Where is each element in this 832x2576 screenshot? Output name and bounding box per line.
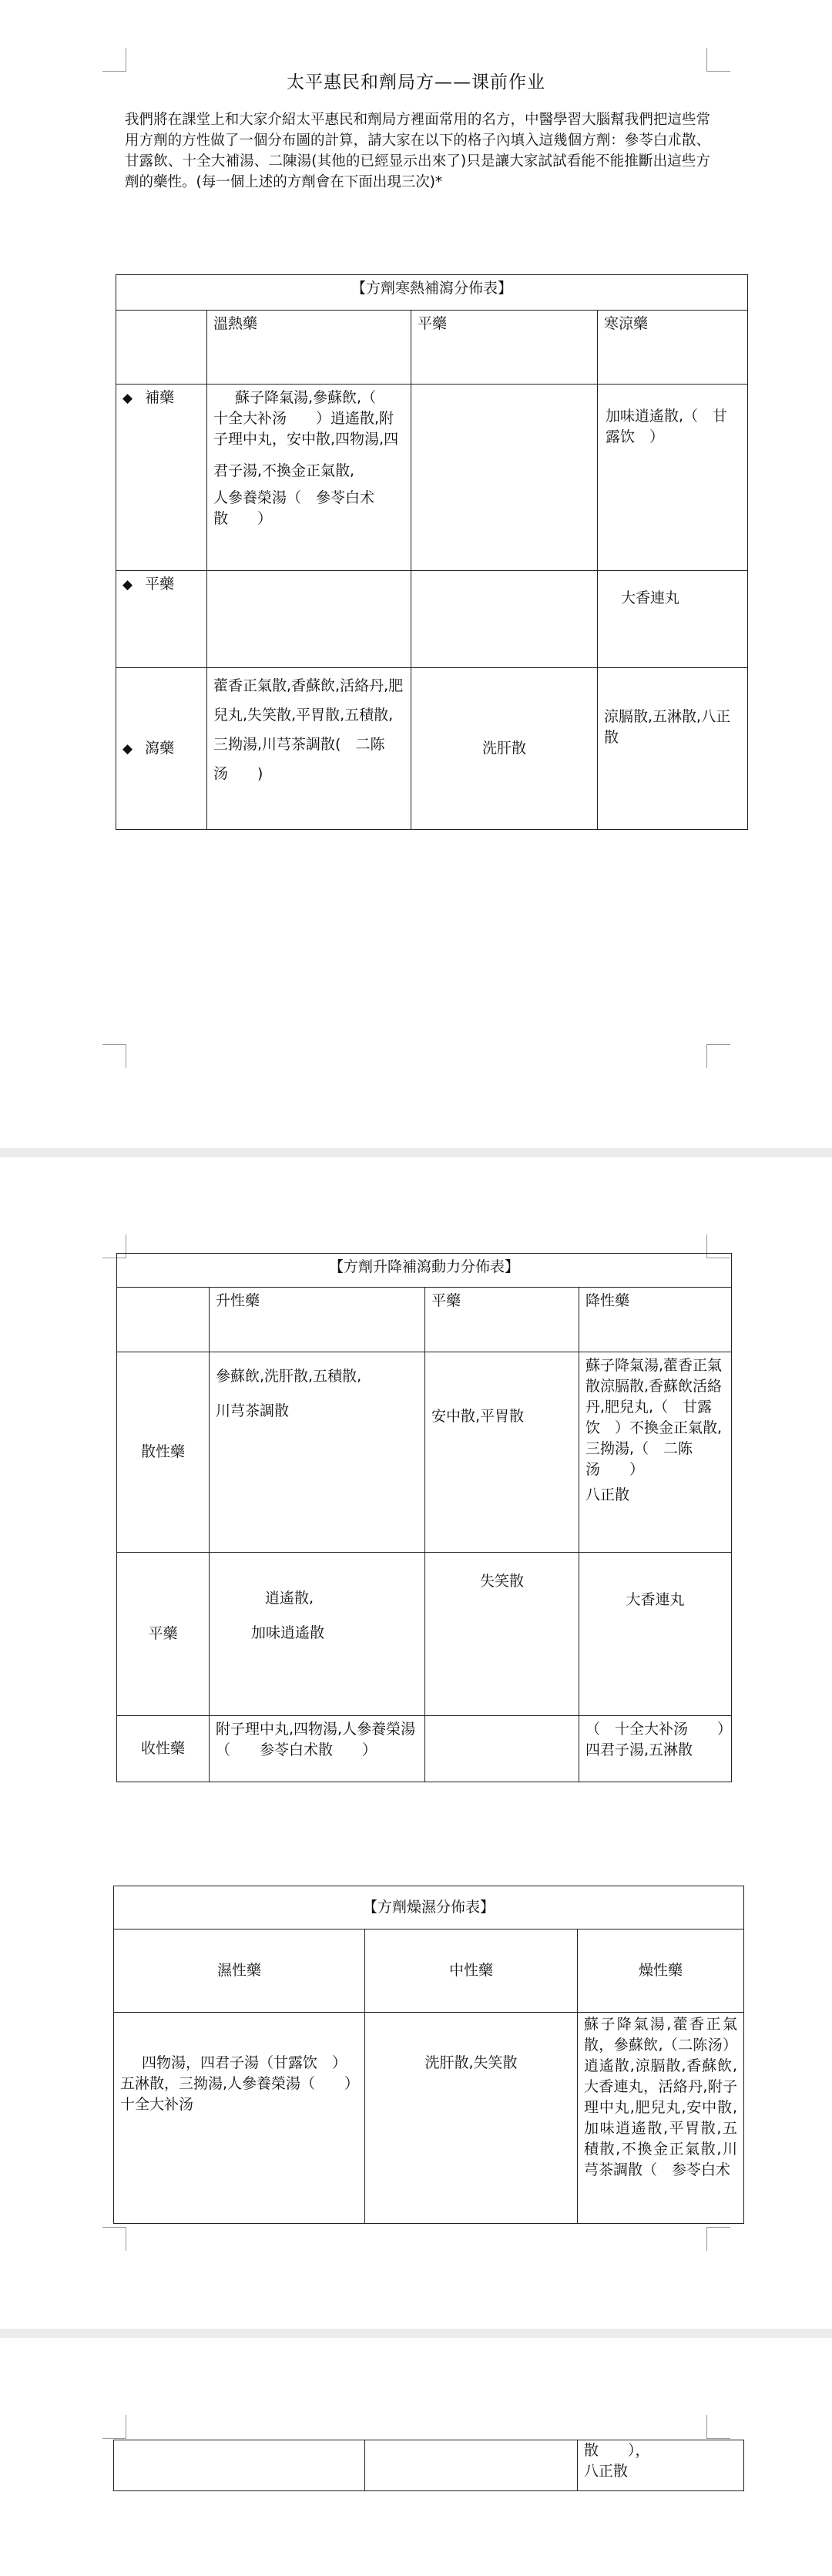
row-label: ◆ 瀉藥	[116, 668, 207, 830]
table-cell: 藿香正氣散,香蘇飲,活絡丹,肥兒丸,失笑散,平胃散,五積散,三拗湯,川芎茶調散( 二陈汤 )	[207, 668, 411, 830]
table-cell	[114, 2440, 365, 2491]
table-cell: 洗肝散,失笑散	[365, 2013, 578, 2224]
column-header: 燥性藥	[578, 1929, 744, 2013]
corner-cell	[117, 1288, 210, 1352]
crop-mark	[706, 2227, 730, 2251]
lift-lower-table	[116, 1253, 732, 1782]
diamond-bullet-icon: ◆	[122, 741, 133, 757]
row-label: 收性藥	[117, 1716, 210, 1782]
table-cell: 蘇子降氣湯,參蘇飲,（ 十全大补汤 ）逍遙散,附子理中丸，安中散,四物湯,四 君子湯,不換金正氣散, 人參養榮湯（ 參苓白术散 ）	[207, 385, 411, 571]
table-cell: 大香連丸	[598, 571, 748, 668]
dry-damp-table	[113, 1886, 744, 2224]
table-cell: 附子理中丸,四物湯,人參養榮湯（ 参苓白术散 ）	[210, 1716, 425, 1782]
table-cell: 四物湯，四君子湯（甘露饮 ） 五淋散，三拗湯,人參養榮湯（ ） 十全大补汤	[114, 2013, 365, 2224]
corner-cell	[116, 311, 207, 385]
diamond-bullet-icon: ◆	[122, 391, 133, 406]
table-cell: 涼膈散,五淋散,八正散	[598, 668, 748, 830]
crop-mark	[102, 2415, 126, 2439]
table-cell	[207, 571, 411, 668]
column-header: 平藥	[425, 1288, 579, 1352]
column-header: 濕性藥	[114, 1929, 365, 2013]
crop-mark	[706, 2415, 730, 2439]
table-caption: 【方劑升降補瀉動力分佈表】	[117, 1254, 732, 1288]
column-header: 寒涼藥	[598, 311, 748, 385]
table-cell: （ 十全大补汤 ）四君子湯,五淋散	[579, 1716, 732, 1782]
page-1	[0, 0, 832, 1148]
crop-mark	[102, 2227, 126, 2251]
diamond-bullet-icon: ◆	[122, 577, 133, 593]
row-label: ◆ 平藥	[116, 571, 207, 668]
table-cell	[425, 1716, 579, 1782]
table-caption: 【方劑寒熱補瀉分佈表】	[116, 275, 748, 311]
column-header: 降性藥	[579, 1288, 732, 1352]
dry-damp-table-continued	[113, 2440, 744, 2491]
cold-heat-table	[116, 274, 748, 830]
document-title: 太平惠民和劑局方——课前作业	[287, 72, 545, 92]
table-cell	[411, 571, 598, 668]
crop-mark	[102, 1044, 126, 1068]
column-header: 中性藥	[365, 1929, 578, 2013]
intro-paragraph: 我們將在課堂上和大家介紹太平惠民和劑局方裡面常用的名方，中醫學習大腦幫我們把這些常用方劑的方性做了一個分布圖的計算，請大家在以下的格子內填入這幾個方劑：參苓白朮散、甘露飲、十全大補湯、二陳湯(其他的已經显示出來了)只是讓大家試試看能不能推斷出這些方劑的藥性。(每一個上述的方劑會在下面出現三次)*	[125, 112, 710, 190]
column-header: 平藥	[411, 311, 598, 385]
column-header: 溫熱藥	[207, 311, 411, 385]
table-cell: 參蘇飲,洗肝散,五積散, 川芎茶調散	[210, 1352, 425, 1553]
table-caption: 【方劑燥濕分佈表】	[114, 1886, 744, 1929]
table-cell: 大香連丸	[579, 1553, 732, 1716]
column-header: 升性藥	[210, 1288, 425, 1352]
table-cell	[365, 2440, 578, 2491]
table-cell: 失笑散	[425, 1553, 579, 1716]
table-cell: 洗肝散	[411, 668, 598, 830]
page-3	[0, 2338, 832, 2576]
row-label: 散性藥	[117, 1352, 210, 1553]
table-cell: 逍遙散, 加味逍遙散	[210, 1553, 425, 1716]
page-2	[0, 1157, 832, 2329]
table-cell: 蘇子降氣湯,藿香正氣散，參蘇飲,（二陈汤）逍遙散,涼膈散,香蘇飲,大香連丸，活絡丹,附子理中丸,肥兒丸,安中散,加味逍遙散,平胃散,五積散,不換金正氣散,川芎茶調散（ 参苓白术	[578, 2013, 744, 2224]
table-cell	[411, 385, 598, 571]
row-label: 平藥	[117, 1553, 210, 1716]
table-cell: 蘇子降氣湯,藿香正氣散涼膈散,香蘇飲活絡丹,肥兒丸,（ 甘露饮 ）不換金正氣散,三拗湯,（ 二陈汤 ） 八正散	[579, 1352, 732, 1553]
crop-mark	[706, 1044, 730, 1068]
table-cell: 加味逍遙散,（ 甘露饮 ）	[598, 385, 748, 571]
row-label: ◆ 補藥	[116, 385, 207, 571]
table-cell: 安中散,平胃散	[425, 1352, 579, 1553]
table-cell: 散 ）， 八正散	[578, 2440, 744, 2491]
